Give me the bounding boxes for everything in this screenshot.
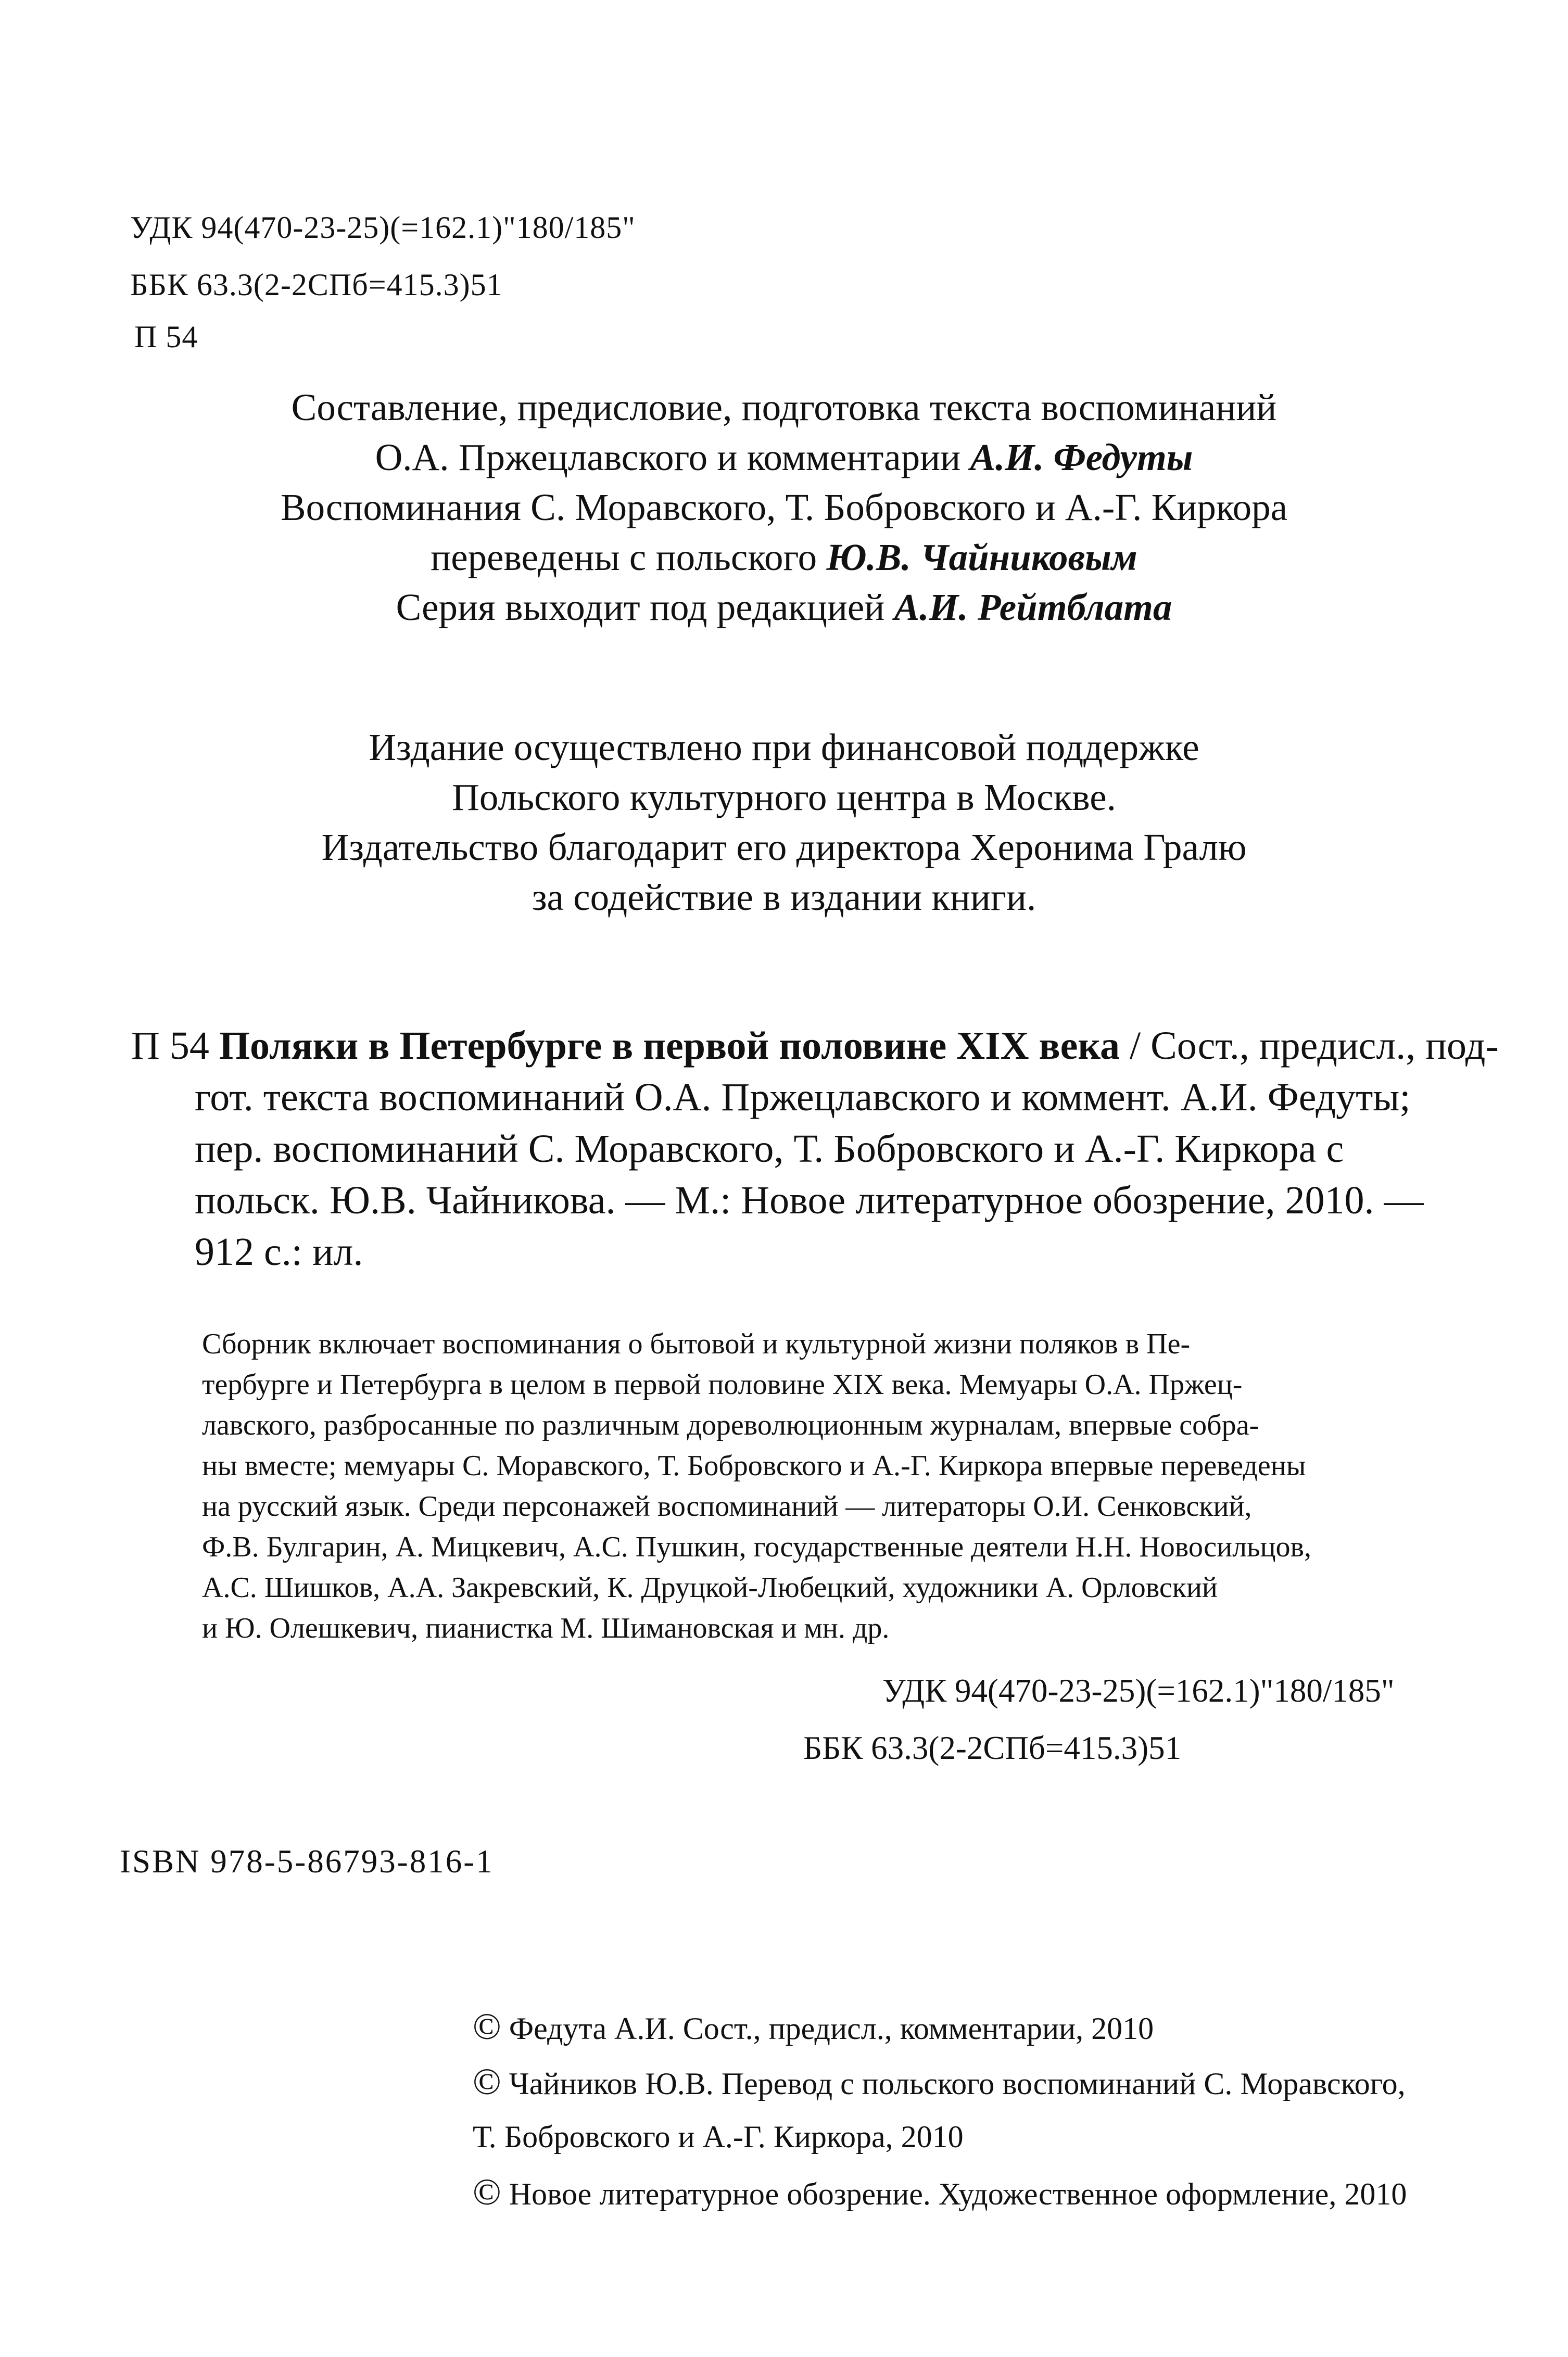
series-editor-name: А.И. Рейтблата: [894, 586, 1172, 628]
biblio-line: пер. воспоминаний С. Моравского, Т. Бобровского и А.-Г. Киркора с: [195, 1127, 1344, 1171]
biblio-line: гот. текста воспоминаний О.А. Пржецлавского и коммент. А.И. Федуты;: [195, 1075, 1411, 1119]
credits-line: О.А. Пржецлавского и комментарии А.И. Федуты: [375, 436, 1193, 478]
abstract-line: Сборник включает воспоминания о бытовой и культурной жизни поляков в Пе-: [202, 1328, 1191, 1360]
author-mark-top: П 54: [134, 320, 198, 354]
commentator-name: А.И. Федуты: [970, 436, 1193, 478]
copyright-line: © Новое литературное обозрение. Художественное оформление, 2010: [473, 2171, 1407, 2213]
support-line: Издание осуществлено при финансовой поддержке: [369, 726, 1199, 768]
abstract-line: А.С. Шишков, А.А. Закревский, К. Друцкой-Любецкий, художники А. Орловский: [202, 1572, 1218, 1604]
udk-code-bottom: УДК 94(470-23-25)(=162.1)"180/185": [882, 1672, 1395, 1709]
biblio-line: 912 с.: ил.: [195, 1230, 363, 1274]
copyright-icon: ©: [473, 2006, 501, 2047]
credits-line: Составление, предисловие, подготовка текста воспоминаний: [291, 386, 1277, 428]
support-line: Польского культурного центра в Москве.: [452, 776, 1116, 818]
credits-line: Серия выходит под редакцией А.И. Рейтблата: [396, 586, 1172, 628]
copyright-line: Т. Бобровского и А.-Г. Киркора, 2010: [473, 2120, 964, 2154]
biblio-line: П 54 Поляки в Петербурге в первой половине XIX века / Сост., предисл., под-: [131, 1024, 1499, 1068]
abstract-line: Ф.В. Булгарин, А. Мицкевич, А.С. Пушкин, государственные деятели Н.Н. Новосильцов,: [202, 1531, 1311, 1563]
biblio-line: польск. Ю.В. Чайникова. — М.: Новое литературное обозрение, 2010. —: [195, 1178, 1424, 1222]
copyright-icon: ©: [473, 2171, 501, 2213]
support-line: за содействие в издании книги.: [532, 876, 1036, 918]
isbn: ISBN 978-5-86793-816-1: [120, 1843, 494, 1880]
abstract: [202, 1324, 1451, 1649]
credits-line: переведены с польского Ю.В. Чайниковым: [431, 536, 1137, 578]
bbk-code-top: ББК 63.3(2-2СПб=415.3)51: [130, 268, 503, 302]
credits-block: [0, 383, 1568, 632]
copyright-icon: ©: [473, 2061, 501, 2102]
bbk-code-bottom: ББК 63.3(2-2СПб=415.3)51: [803, 1730, 1182, 1766]
copyright-line: © Федута А.И. Сост., предисл., комментарии, 2010: [473, 2006, 1154, 2047]
support-note: [0, 723, 1568, 922]
abstract-line: и Ю. Олешкевич, пианистка М. Шимановская и мн. др.: [202, 1612, 890, 1644]
abstract-line: ны вместе; мемуары С. Моравского, Т. Бобровского и А.-Г. Киркора впервые переведены: [202, 1450, 1306, 1482]
copyright-line: © Чайников Ю.В. Перевод с польского воспоминаний С. Моравского,: [473, 2061, 1406, 2102]
translator-name: Ю.В. Чайниковым: [826, 536, 1137, 578]
credits-line: Воспоминания С. Моравского, Т. Бобровского и А.-Г. Киркора: [280, 486, 1288, 528]
abstract-line: тербурге и Петербурга в целом в первой половине XIX века. Мемуары О.А. Пржец-: [202, 1368, 1243, 1401]
abstract-line: на русский язык. Среди персонажей воспоминаний — литераторы О.И. Сенковский,: [202, 1490, 1252, 1523]
abstract-line: лавского, разбросанные по различным дореволюционным журналам, впервые собра-: [202, 1409, 1259, 1441]
support-line: Издательство благодарит его директора Херонима Гралю: [321, 826, 1247, 868]
book-title: Поляки в Петербурге в первой половине XIX века: [219, 1024, 1120, 1068]
udk-code-top: УДК 94(470-23-25)(=162.1)"180/185": [130, 210, 636, 245]
biblio-mark: П 54: [131, 1024, 219, 1068]
bibliographic-record: [131, 1020, 1499, 1278]
copyright-block: [473, 1999, 1407, 2220]
